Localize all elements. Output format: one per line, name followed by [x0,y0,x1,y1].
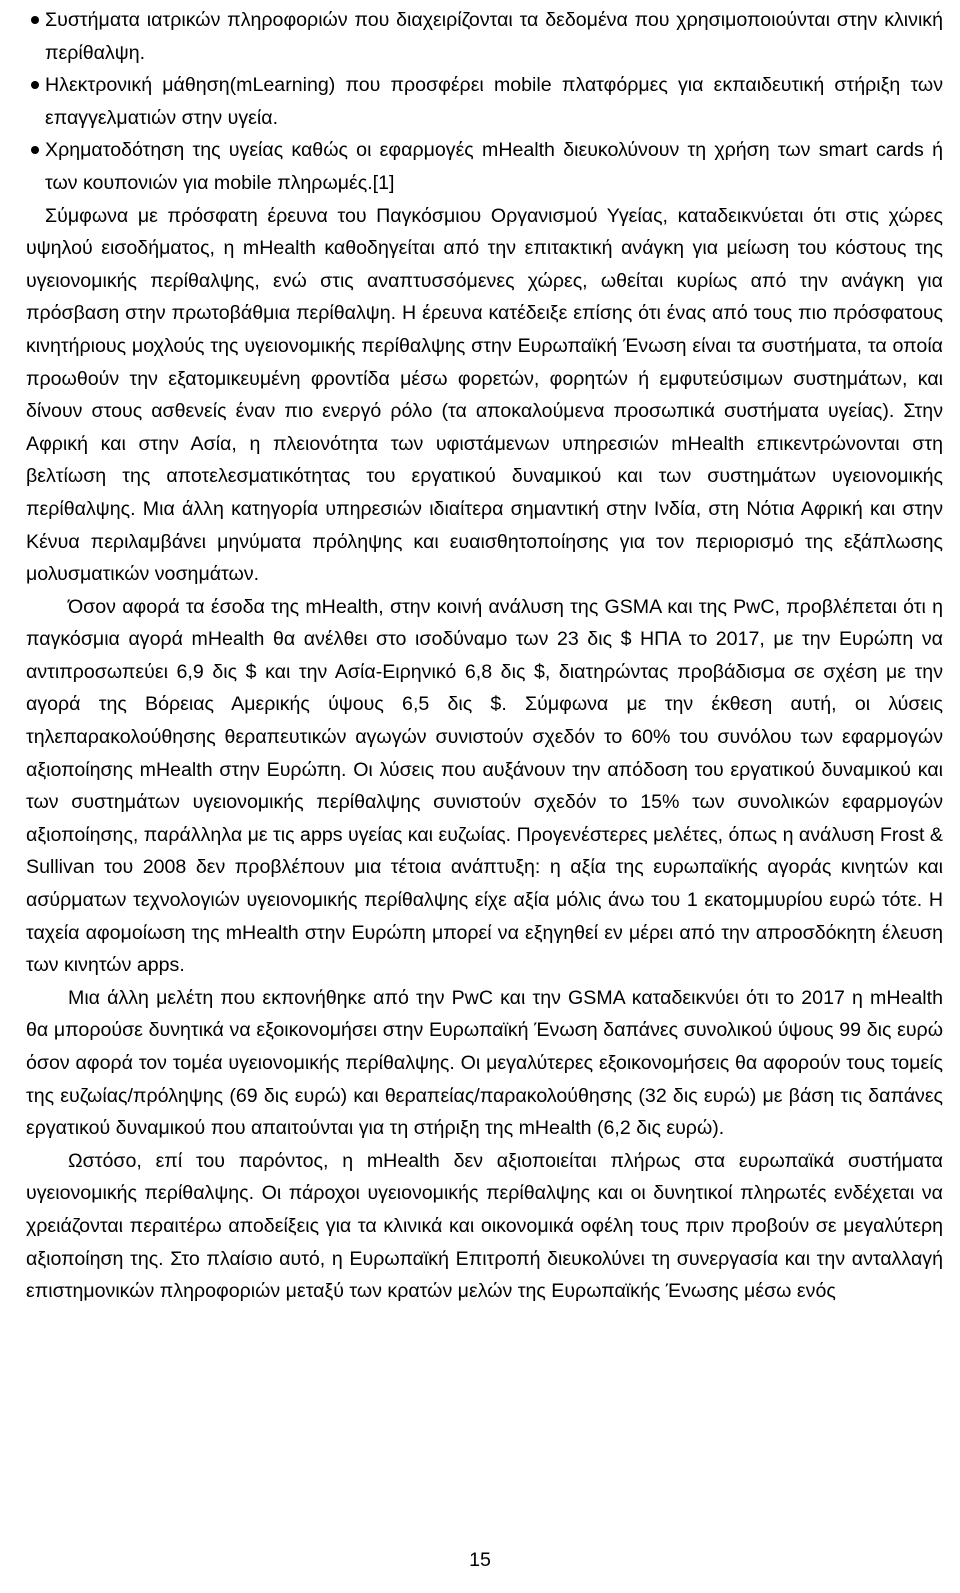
bullet-item [26,69,943,134]
bullet-list [26,4,943,200]
page-number: 15 [469,1549,491,1571]
bullet-dot-icon [31,146,39,154]
page-body [26,4,943,1308]
bullet-item [26,4,943,69]
bullet-text: Χρηματοδότηση της υγείας καθώς οι εφαρμογές mHealth διευκολύνουν τη χρήση των smart cards ή των κουπονιών για mobile πληρωμές.[1] [45,139,943,194]
paragraph-who-research: Σύμφωνα με πρόσφατη έρευνα του Παγκόσμιου Οργανισμού Υγείας, καταδεικνύεται ότι στις χώρες υψηλού εισοδήματος, η mHealth καθοδηγείται από την επιτακτική ανάγκη για μείωση του κόστους της υγειονομικής περίθαλψης, ενώ στις αναπτυσσόμενες χώρες, ωθείται κυρίως από την ανάγκη για πρόσβαση στην πρωτοβάθμια περίθαλψη. Η έρευνα κατέδειξε επίσης ότι ένας από τους πιο πρόσφατους κινητήριους μοχλούς της υγειονομικής περίθαλψης στην Ευρωπαϊκή Ένωση είναι τα συστήματα, τα οποία προωθούν την εξατομικευμένη φροντίδα μέσω φορετών, φορητών ή εμφυτεύσιμων συστημάτων, και δίνουν στους ασθενείς έναν πιο ενεργό ρόλο (τα αποκαλούμενα προσωπικά συστήματα υγείας). Στην Αφρική και στην Ασία, η πλειονότητα των υφιστάμενων υπηρεσιών mHealth επικεντρώνονται στη βελτίωση της αποτελεσματικότητας του εργατικού δυναμικού και των συστημάτων υγειονομικής περίθαλψης. Μια άλλη κατηγορία υπηρεσιών ιδιαίτερα σημαντική στην Ινδία, στη Νότια Αφρική και στην Κένυα περιλαμβάνει μηνύματα πρόληψης και ευαισθητοποίησης για τον περιορισμό της εξάπλωσης μολυσματικών νοσημάτων. [26,204,943,586]
paragraph-current-adoption: Ωστόσο, επί του παρόντος, η mHealth δεν αξιοποιείται πλήρως στα ευρωπαϊκά συστήματα υγειονομικής περίθαλψης. Οι πάροχοι υγειονομικής περίθαλψης και οι δυνητικοί πληρωτές ενδέχεται να χρειάζονται περαιτέρω αποδείξεις για τα κλινικά και οικονομικά οφέλη τους πριν προβούν σε μεγαλύτερη αξιοποίηση της. Στο πλαίσιο αυτό, η Ευρωπαϊκή Επιτροπή διευκολύνει τη συνεργασία και την ανταλλαγή επιστημονικών πληροφοριών μεταξύ των κρατών μελών της Ευρωπαϊκής Ένωσης μέσω ενός [26,1149,943,1303]
paragraph-mhealth-revenue: Όσον αφορά τα έσοδα της mHealth, στην κοινή ανάλυση της GSMA και της PwC, προβλέπεται ότι η παγκόσμια αγορά mHealth θα ανέλθει στο ισοδύναμο των 23 δις $ ΗΠΑ το 2017, με την Ευρώπη να αντιπροσωπεύει 6,9 δις $ και την Ασία-Ειρηνικό 6,8 δις $, διατηρώντας προβάδισμα σε σχέση με την αγορά της Βόρειας Αμερικής ύψους 6,5 δις $. Σύμφωνα με την έκθεση αυτή, οι λύσεις τηλεπαρακολούθησης θεραπευτικών αγωγών συνιστούν σχεδόν το 60% του συνόλου των εφαρμογών αξιοποίησης mHealth στην Ευρώπη. Οι λύσεις που αυξάνουν την απόδοση του εργατικού δυναμικού και των συστημάτων υγειονομικής περίθαλψης συνιστούν σχεδόν το 15% των συνολικών εφαρμογών αξιοποίησης, παράλληλα με τις apps υγείας και ευζωίας. Προγενέστερες μελέτες, όπως η ανάλυση Frost & Sullivan του 2008 δεν προβλέπουν μια τέτοια ανάπτυξη: η αξία της ευρωπαϊκής αγοράς κινητών και ασύρματων τεχνολογιών υγειονομικής περίθαλψης είχε αξία μόλις άνω του 1 εκατομμυρίου ευρώ τότε. Η ταχεία αφομοίωση της mHealth στην Ευρώπη μπορεί να εξηγηθεί εν μέρει από την απροσδόκητη έλευση των κινητών apps. [26,595,943,977]
bullet-text: Ηλεκτρονική μάθηση(mLearning) που προσφέρει mobile πλατφόρμες για εκπαιδευτική στήριξη των επαγγελματιών στην υγεία. [45,74,943,129]
bullet-dot-icon [31,16,39,24]
bullet-item [26,134,943,199]
paragraph-pwc-gsma-study: Μια άλλη μελέτη που εκπονήθηκε από την PwC και την GSMA καταδεικνύει ότι το 2017 η mHealth θα μπορούσε δυνητικά να εξοικονομήσει στην Ευρωπαϊκή Ένωση δαπάνες συνολικού ύψους 99 δις ευρώ όσον αφορά τον τομέα υγειονομικής περίθαλψης. Οι μεγαλύτερες εξοικονομήσεις θα αφορούν τους τομείς της ευζωίας/πρόληψης (69 δις ευρώ) και θεραπείας/παρακολούθησης (32 δις ευρώ) με βάση τις δαπάνες εργατικού δυναμικού που απαιτούνται για τη στήριξη της mHealth (6,2 δις ευρώ). [26,986,943,1140]
bullet-dot-icon [31,81,39,89]
bullet-text: Συστήματα ιατρικών πληροφοριών που διαχειρίζονται τα δεδομένα που χρησιμοποιούνται στην κλινική περίθαλψη. [45,9,943,64]
